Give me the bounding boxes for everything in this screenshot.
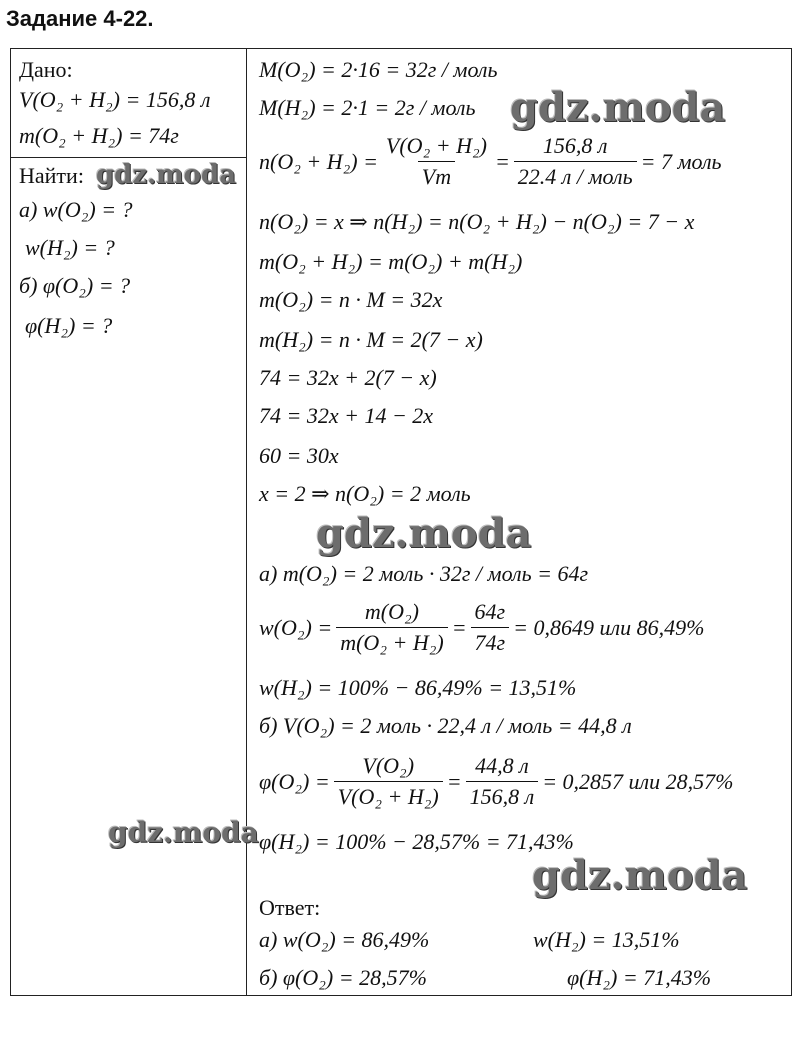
solution-s7: m(H₂) = n · M = 2(7 − x): [259, 327, 483, 352]
watermark-logo: gdz.moda: [532, 852, 748, 899]
answer-a1: а) w(O₂) = 86,49%: [259, 927, 430, 952]
s3-left: n(O₂ + H₂) =: [259, 148, 378, 174]
s3-fraction-1: [382, 133, 491, 190]
given-mass: m(O₂ + H₂) = 74г: [19, 123, 179, 148]
solution-s14: w(H₂) = 100% − 86,49% = 13,51%: [259, 675, 577, 700]
answer-b1: б) φ(O₂) = 28,57%: [259, 965, 427, 990]
s13-num2: 64г: [474, 599, 506, 624]
given-find-divider: [11, 157, 246, 158]
s16-fraction-2: [466, 753, 539, 810]
s13-equals: =: [451, 614, 467, 640]
s3-equals: =: [494, 148, 510, 174]
s16-num2: 44,8 л: [475, 753, 529, 778]
s3-fraction-2: [514, 133, 637, 190]
given-volume: V(O₂ + H₂) = 156,8 л: [19, 87, 211, 112]
find-label: Найти:: [19, 163, 84, 188]
solution-s1: M(O₂) = 2·16 = 32г / моль: [259, 57, 498, 82]
solution-s17: φ(H₂) = 100% − 28,57% = 71,43%: [259, 829, 574, 854]
find-b2: φ(H₂) = ?: [25, 313, 113, 338]
solution-s6: m(O₂) = n · M = 32x: [259, 287, 443, 312]
s13-fraction-2: [471, 599, 510, 656]
solution-s10: 60 = 30x: [259, 443, 339, 468]
s3-right: = 7 моль: [640, 148, 722, 174]
solution-s16: [259, 753, 733, 810]
task-title: Задание 4-22.: [6, 6, 154, 31]
solution-s5: m(O₂ + H₂) = m(O₂) + m(H₂): [259, 249, 523, 274]
s3-den1: Vm: [418, 161, 455, 190]
solution-s4: n(O₂) = x ⇒ n(H₂) = n(O₂ + H₂) − n(O₂) = 7 − x: [259, 209, 695, 234]
answer-label: Ответ:: [259, 895, 321, 920]
solution-s2: M(H₂) = 2·1 = 2г / моль: [259, 95, 476, 120]
s13-left: w(O₂) =: [259, 614, 333, 640]
watermark-logo: gdz.moda: [96, 160, 237, 190]
answer-a2: w(H₂) = 13,51%: [533, 927, 680, 952]
s16-den1: V(O₂ + H₂): [334, 781, 443, 810]
solution-s15: б) V(O₂) = 2 моль · 22,4 л / моль = 44,8 л: [259, 713, 632, 738]
s16-right: = 0,2857 или 28,57%: [542, 768, 734, 794]
s16-left: φ(O₂) =: [259, 768, 330, 794]
solution-s3: [259, 133, 722, 190]
s13-den1: m(O₂ + H₂): [336, 627, 447, 656]
watermark-logo: gdz.moda: [108, 816, 259, 849]
s13-den2: 74г: [471, 627, 510, 656]
s16-den2: 156,8 л: [466, 781, 539, 810]
watermark-logo: gdz.moda: [510, 84, 726, 131]
watermark-logo: gdz.moda: [316, 510, 532, 557]
find-b1: б) φ(O₂) = ?: [19, 273, 131, 298]
s16-num1: V(O₂): [362, 753, 415, 778]
solution-s9: 74 = 32x + 14 − 2x: [259, 403, 434, 428]
solution-s13: [259, 599, 704, 656]
s3-num1: V(O₂ + H₂): [385, 133, 487, 158]
solution-s11: x = 2 ⇒ n(O₂) = 2 моль: [259, 481, 471, 506]
s13-right: = 0,8649 или 86,49%: [513, 614, 705, 640]
solution-s12: а) m(O₂) = 2 моль · 32г / моль = 64г: [259, 561, 589, 586]
s3-den2: 22.4 л / моль: [514, 161, 637, 190]
find-a1: а) w(O₂) = ?: [19, 197, 133, 222]
s16-equals: =: [446, 768, 462, 794]
find-a2: w(H₂) = ?: [25, 235, 115, 260]
solution-s8: 74 = 32x + 2(7 − x): [259, 365, 437, 390]
given-label: Дано:: [19, 57, 73, 82]
column-divider: [246, 49, 247, 995]
s16-fraction-1: [334, 753, 443, 810]
s13-num1: m(O₂): [364, 599, 419, 624]
answer-b2: φ(H₂) = 71,43%: [567, 965, 712, 990]
s13-fraction-1: [336, 599, 447, 656]
s3-num2: 156,8 л: [542, 133, 608, 158]
